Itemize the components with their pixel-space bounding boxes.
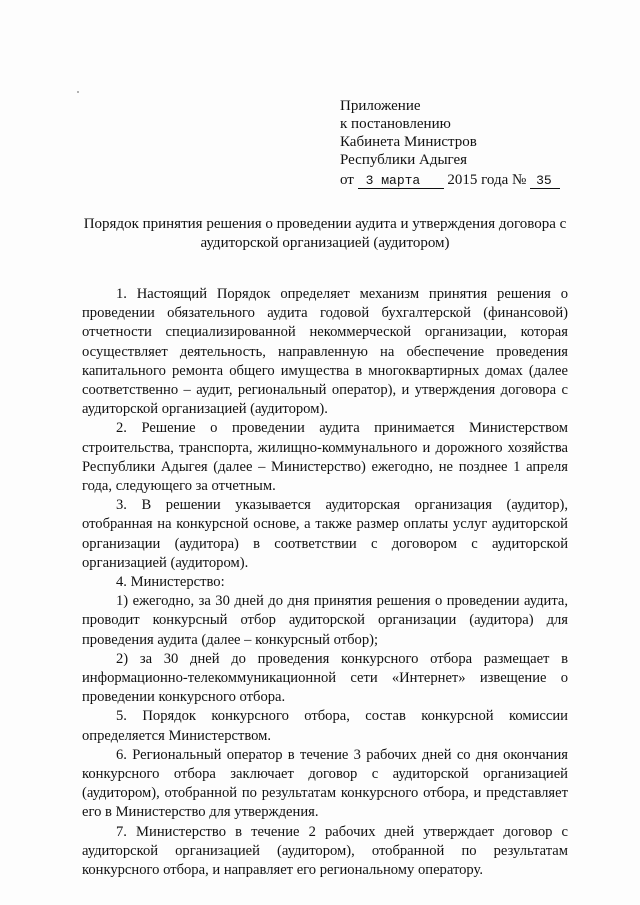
- paragraph-4-2: 2) за 30 дней до проведения конкурсного отбора размещает в информационно-телекоммуникационной сети «Интернет» извещение о проведении конкурсного отбора.: [82, 650, 568, 706]
- paragraph-6: 6. Региональный оператор в течение 3 рабочих дней со дня окончания конкурсного отбора заключает договор с аудиторской организацией (аудитором), отобранной по результатам конкурсного отбора, и представляет его в Министерство для утверждения.: [82, 746, 568, 821]
- paragraph-4-1: 1) ежегодно, за 30 дней до дня принятия решения о проведении аудита, проводит конкурсный отбор аудиторской организации (аудитора) для проведения аудита (далее – конкурсный отбор);: [82, 593, 568, 648]
- appendix-header: [340, 97, 600, 189]
- paragraph-3: 3. В решении указывается аудиторская организация (аудитор), отобранная на конкурсной основе, а также размер оплаты услуг аудиторской организации (аудитора) в соответствии с договором с аудиторской организацией (аудитором).: [82, 497, 568, 571]
- appendix-line-3: Кабинета Министров: [340, 134, 477, 150]
- appendix-line-4: Республики Адыгея: [340, 152, 468, 168]
- paragraph-2: 2. Решение о проведении аудита принимается Министерством строительства, транспорта, жилищно-коммунального и дорожного хозяйства Республики Адыгея (далее – Министерство) ежегодно, не позднее 1 апреля года, следующего за отчетным.: [82, 420, 568, 495]
- paragraph-4: 4. Министерство:: [116, 574, 225, 591]
- handwritten-number: 35: [530, 174, 560, 189]
- document-body: [82, 285, 568, 880]
- paragraph-7: 7. Министерство в течение 2 рабочих дней утверждает договор с аудиторской организацией (аудитором), отобранной по результатам конкурсного отбора, и направляет его региональному оператору.: [82, 823, 568, 879]
- appendix-date-line: [340, 171, 600, 189]
- appendix-line-1: Приложение: [340, 98, 421, 114]
- appendix-line-2: к постановлению: [340, 116, 451, 132]
- paragraph-1: 1. Настоящий Порядок определяет механизм принятия решения о проведении обязательного аудита годовой бухгалтерской (финансовой) отчетности специализированной некоммерческой организации, которая осуществляет деятельность, направленную на обеспечение проведения капитального ремонта общего имущества в многоквартирных домах (далее соответственно – аудит, региональный оператор), и утверждения договора с аудиторской организацией (аудитором).: [82, 286, 568, 418]
- scan-speck: [77, 91, 79, 93]
- year-text: 2015 года №: [447, 172, 527, 188]
- document-title: Порядок принятия решения о проведении аудита и утверждения договора с аудиторской организацией (аудитором): [83, 216, 567, 251]
- handwritten-date: 3 марта: [358, 174, 444, 189]
- date-prefix: от: [340, 172, 354, 188]
- paragraph-5: 5. Порядок конкурсного отбора, состав конкурсной комиссии определяется Министерством.: [82, 708, 568, 744]
